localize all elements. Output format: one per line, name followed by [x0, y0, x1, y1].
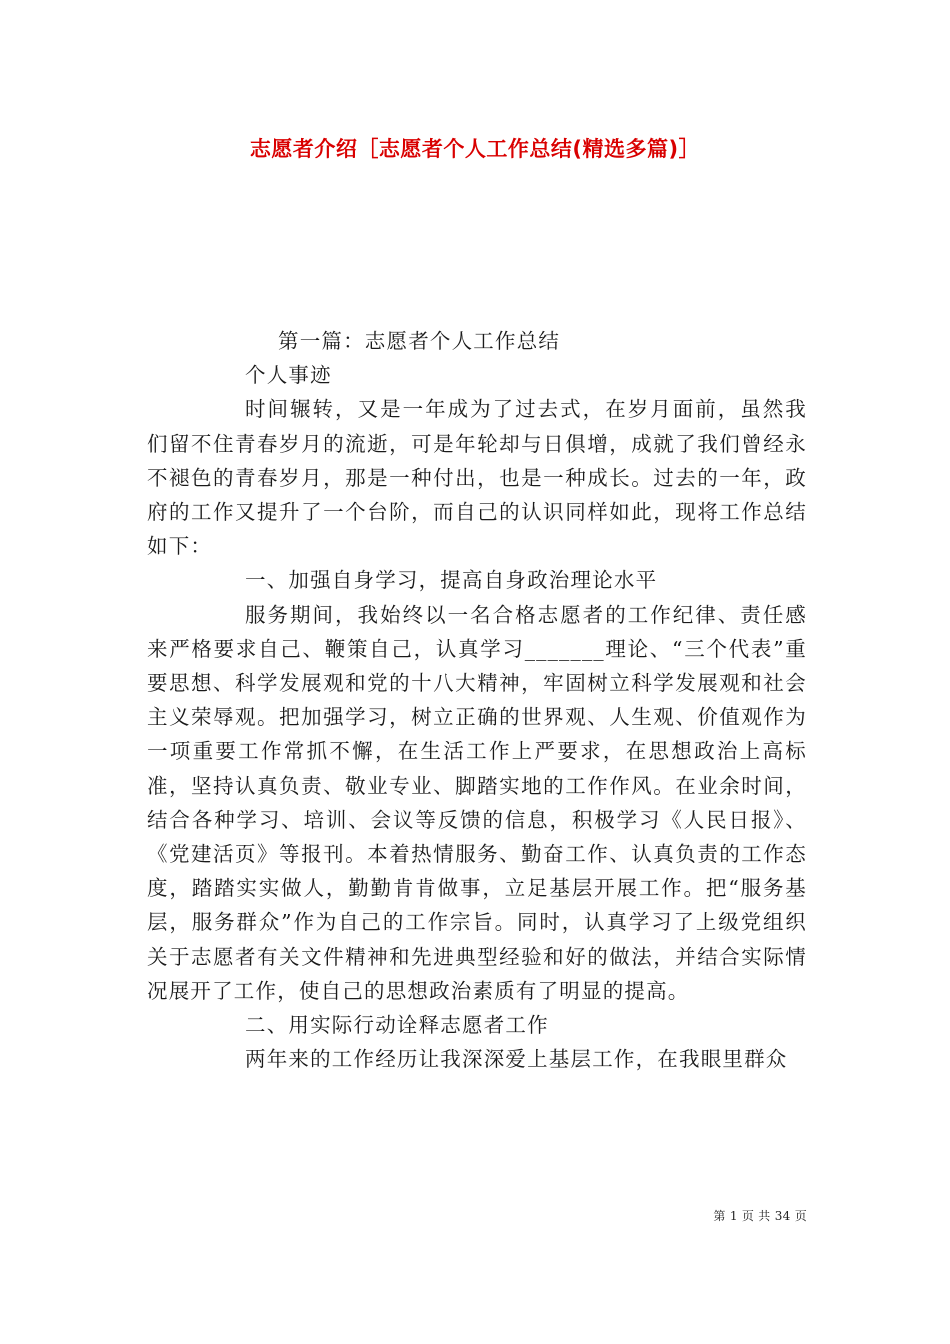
- body-paragraph: 两年来的工作经历让我深深爱上基层工作，在我眼里群众: [245, 1047, 788, 1072]
- section-heading: 一、加强自身学习，提高自身政治理论水平: [245, 568, 658, 593]
- document-body: [147, 324, 807, 1076]
- body-paragraph: 时间辗转，又是一年成为了过去式，在岁月面前，虽然我们留不住青春岁月的流逝，可是年轮却与日俱增，成就了我们曾经永不褪色的青春岁月，那是一种付出，也是一种成长。过去的一年，政府的工作又提升了一个台阶，而自己的认识同样如此，现将工作总结如下：: [147, 397, 807, 559]
- page-number: 第 1 页 共 34 页: [713, 1209, 807, 1223]
- document-title: 志愿者介绍［志愿者个人工作总结(精选多篇)］: [249, 137, 701, 161]
- section-heading: 二、用实际行动诠释志愿者工作: [245, 1013, 549, 1038]
- body-paragraph: 服务期间，我始终以一名合格志愿者的工作纪律、责任感来严格要求自己、鞭策自己，认真学习_______理论、“三个代表”重要思想、科学发展观和党的十八大精神，牢固树立科学发展观和社会主义荣辱观。把加强学习，树立正确的世界观、人生观、价值观作为一项重要工作常抓不懈，在生活工作上严要求，在思想政治上高标准，坚持认真负责、敬业专业、脚踏实地的工作作风。在业余时间，结合各种学习、培训、会议等反馈的信息，积极学习《人民日报》、《党建活页》等报刊。本着热情服务、勤奋工作、认真负责的工作态度，踏踏实实做人，勤勤肯肯做事，立足基层开展工作。把“服务基层，服务群众”作为自己的工作宗旨。同时，认真学习了上级党组织关于志愿者有关文件精神和先进典型经验和好的做法，并结合实际情况展开了工作，使自己的思想政治素质有了明显的提高。: [147, 602, 807, 1003]
- section-subheading: 个人事迹: [245, 363, 332, 388]
- chapter-heading: 第一篇：志愿者个人工作总结: [278, 329, 561, 353]
